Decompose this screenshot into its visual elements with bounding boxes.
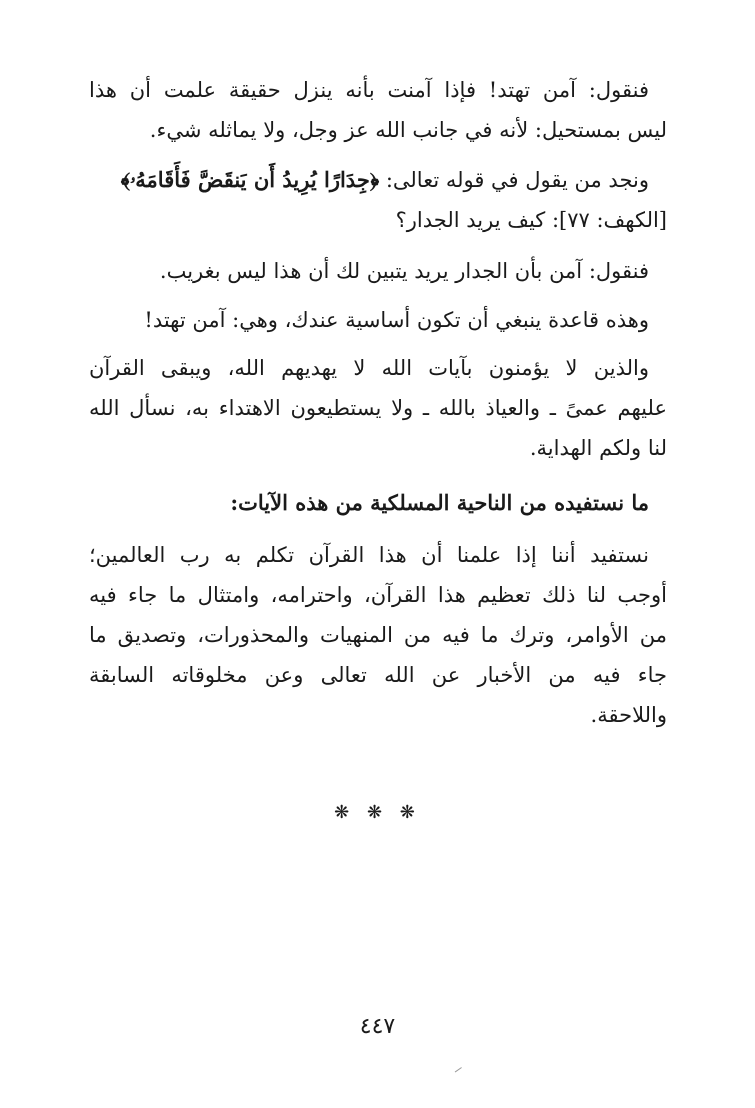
paragraph-3 <box>89 251 667 291</box>
paragraph-2-line-1 <box>89 160 667 200</box>
section-heading: ما نستفيده من الناحية المسلكية من هذه الآيات: <box>230 490 649 515</box>
paragraph-6-line-1: نستفيد أننا إذا علمنا أن هذا القرآن تكلم به رب العالمين؛ <box>89 543 649 567</box>
section-separator: ❋ ❋ ❋ <box>334 802 421 823</box>
paragraph-6-line-4: جاء فيه من الأخبار عن الله تعالى وعن مخلوقاته السابقة <box>89 663 667 687</box>
page-number: ٤٤٧ <box>359 1014 396 1039</box>
paragraph-6 <box>89 535 667 735</box>
paragraph-4 <box>89 300 667 340</box>
paragraph-5-line-3: لنا ولكم الهداية. <box>529 436 667 460</box>
paragraph-1-line-2: ليس بمستحيل: لأنه في جانب الله عز وجل، ولا يماثله شيء. <box>149 118 667 142</box>
paragraph-5-line-2: عليهم عمىً ـ والعياذ بالله ـ ولا يستطيعون الاهتداء به، نسأل الله <box>89 396 667 420</box>
paragraph-1-line-1: فنقول: آمن تهتد! فإذا آمنت بأنه ينزل حقيقة علمت أن هذا <box>89 78 649 102</box>
paragraph-4-line-1: وهذه قاعدة ينبغي أن تكون أساسية عندك، وهي: آمن تهتد! <box>144 308 649 332</box>
quran-verse: ﴿جِدَارًا يُرِيدُ أَن يَنقَضَّ فَأَقَامَهُۥ﴾ <box>120 167 380 192</box>
paragraph-2 <box>89 160 667 240</box>
paragraph-6-line-5: واللاحقة. <box>590 703 667 727</box>
paragraph-6-line-3: من الأوامر، وترك ما فيه من المنهيات والمحذورات، وتصديق ما <box>89 623 667 647</box>
paragraph-5-line-1: والذين لا يؤمنون بآيات الله لا يهديهم الله، ويبقى القرآن <box>89 356 649 380</box>
paragraph-2-line-2: [الكهف: ٧٧]: كيف يريد الجدار؟ <box>395 208 667 232</box>
paragraph-2-intro: ونجد من يقول في قوله تعالى: <box>385 168 649 192</box>
paragraph-1 <box>89 70 667 150</box>
scan-mark <box>450 1061 462 1073</box>
paragraph-5 <box>89 348 667 468</box>
paragraph-3-line-1: فنقول: آمن بأن الجدار يريد يتبين لك أن هذا ليس بغريب. <box>159 259 649 283</box>
paragraph-6-line-2: أوجب لنا ذلك تعظيم هذا القرآن، واحترامه، وامتثال ما جاء فيه <box>89 583 667 607</box>
